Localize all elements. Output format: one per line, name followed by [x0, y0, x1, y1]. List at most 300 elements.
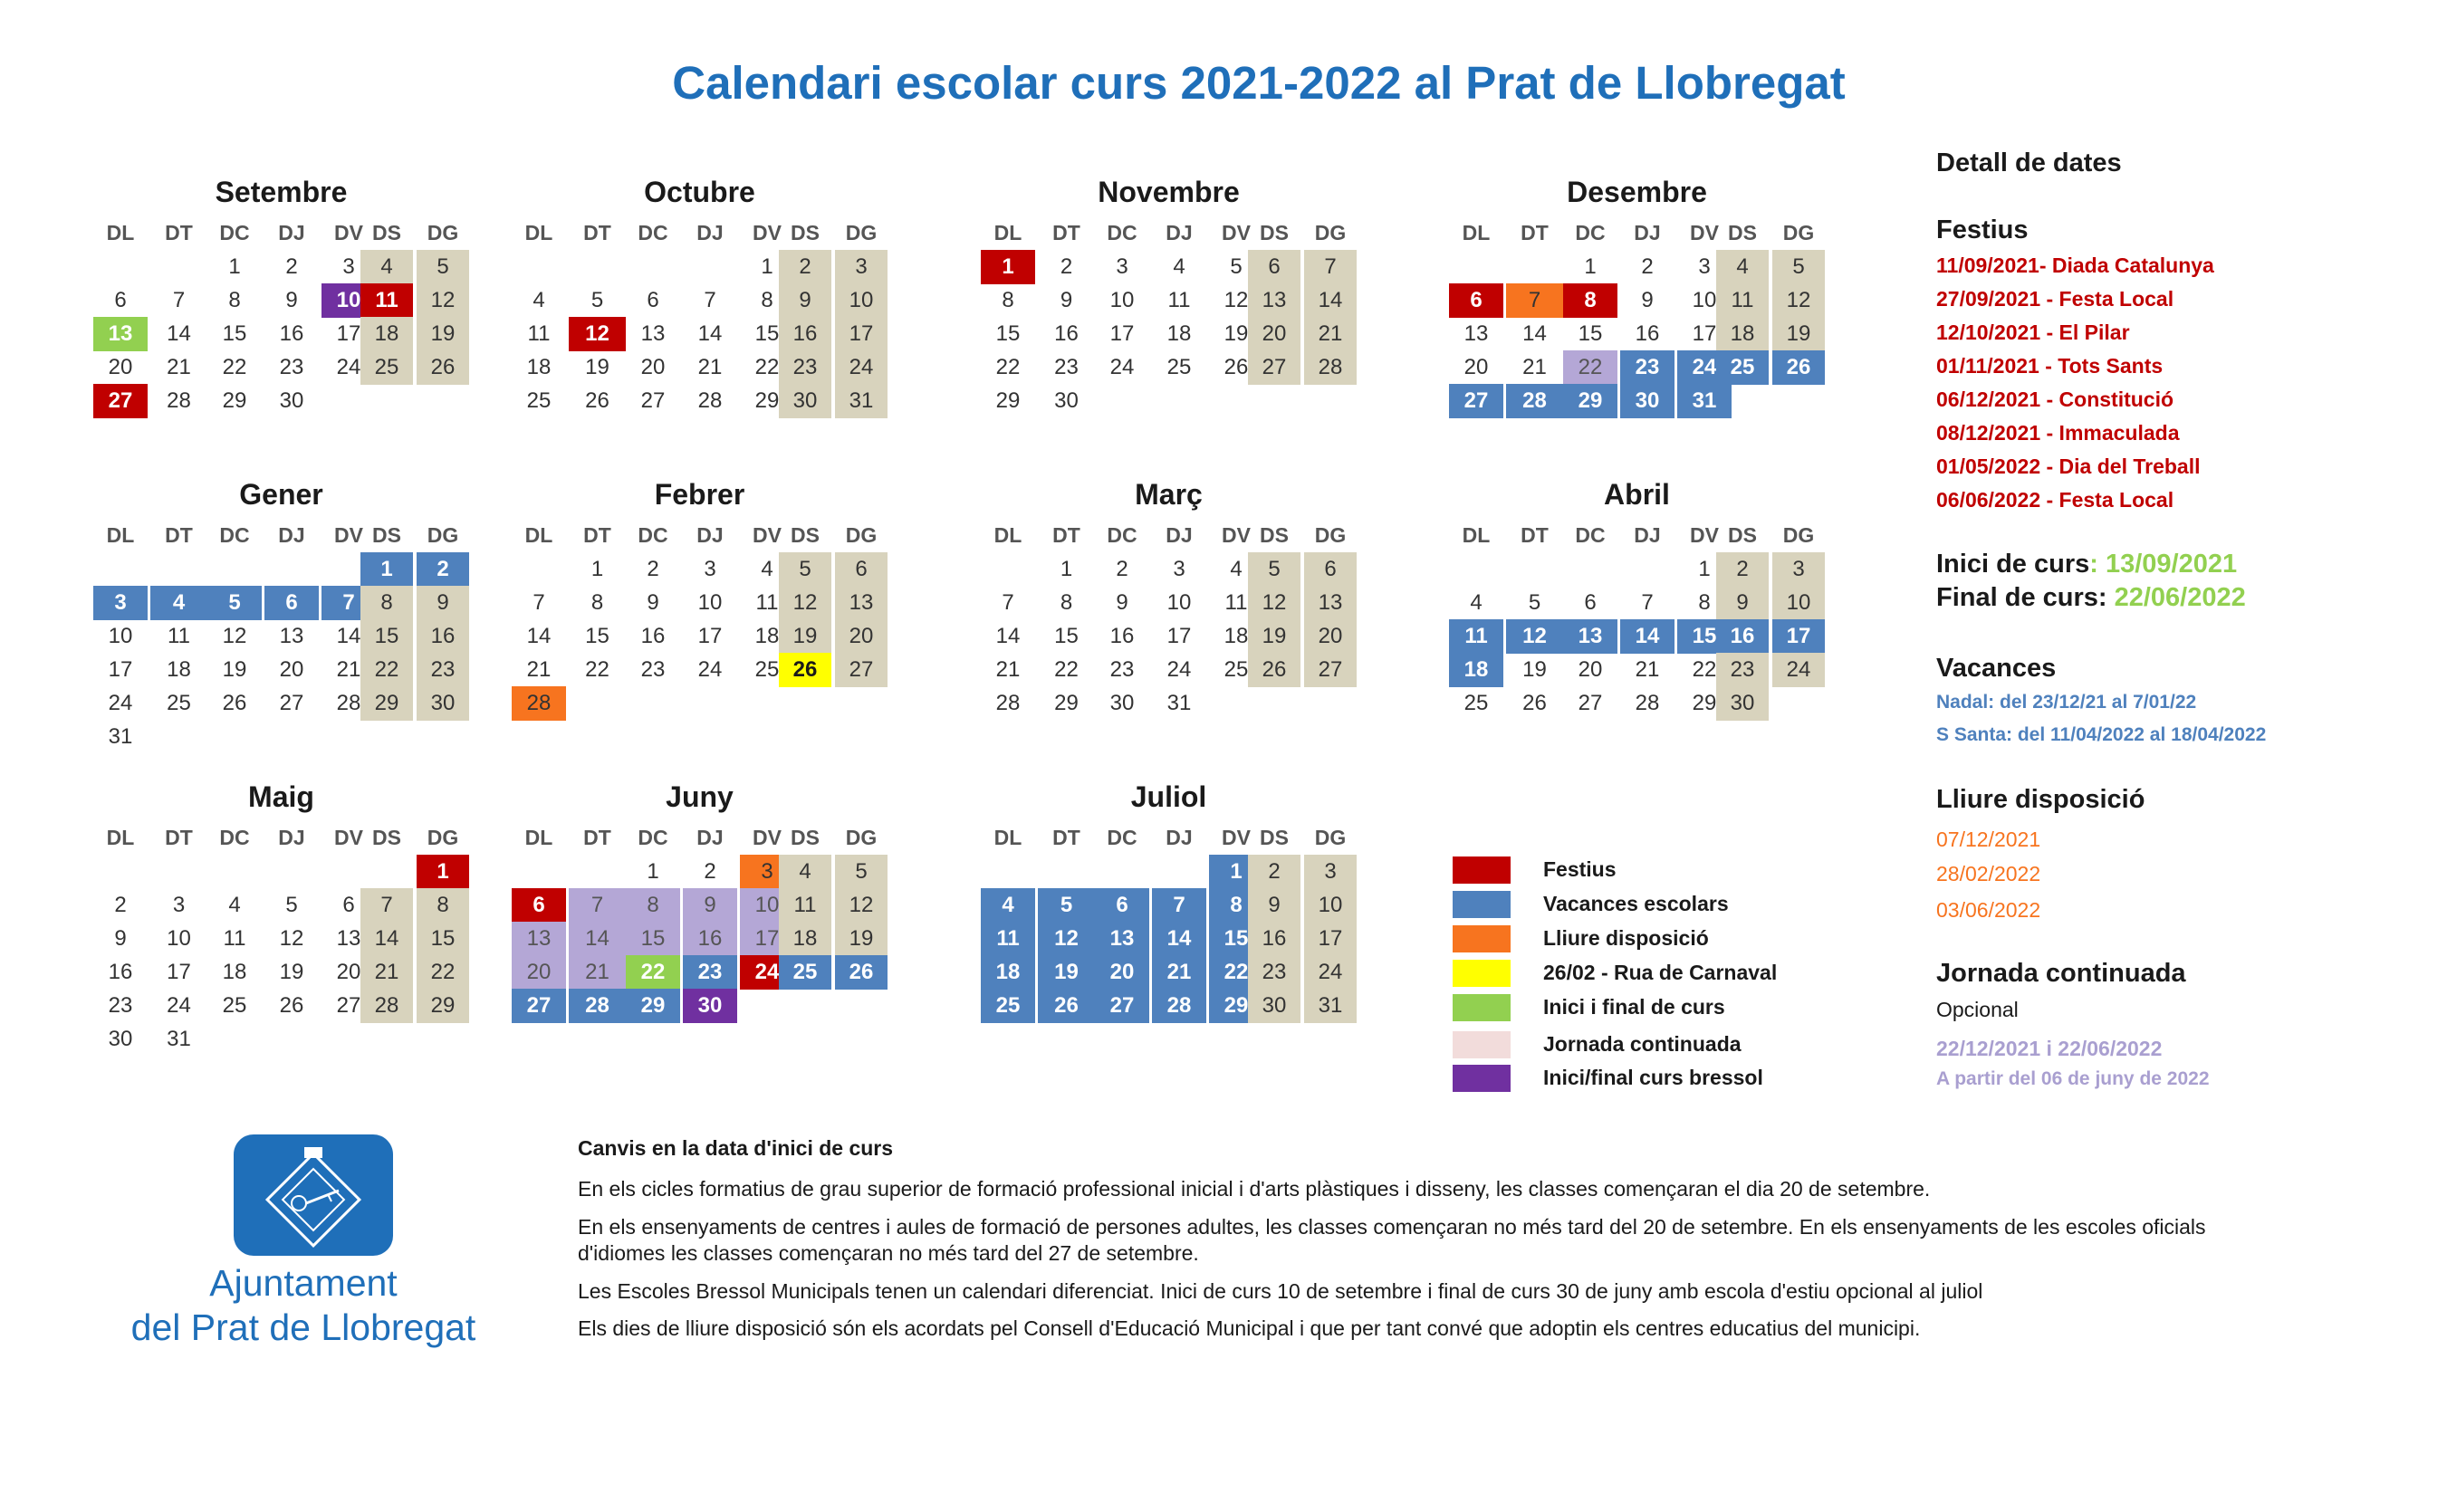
day-cell: 21: [336, 657, 361, 682]
day-cell: 8: [1563, 283, 1617, 318]
day-cell: 5: [779, 552, 831, 587]
details-heading: Detall de dates: [1936, 148, 2122, 177]
day-cell: 2: [114, 893, 127, 917]
day-cell: 8: [1209, 888, 1263, 923]
day-cell: 22: [222, 355, 247, 379]
day-cell: 16: [1054, 321, 1079, 346]
page-title: Calendari escolar curs 2021-2022 al Prat de Llobregat: [672, 57, 1846, 109]
day-cell: 5: [1772, 250, 1825, 284]
day-cell: 19: [1522, 657, 1547, 682]
day-cell: 21: [526, 657, 552, 682]
day-cell: 25: [1166, 355, 1192, 379]
legend-label: Festius: [1543, 857, 1617, 881]
day-cell: 15: [417, 922, 469, 956]
day-cell: 15: [585, 624, 609, 648]
weekday-header: DL: [993, 523, 1022, 547]
day-cell: 27: [1248, 350, 1300, 385]
day-cell: 30: [279, 388, 304, 413]
day-cell: 14: [526, 624, 552, 648]
day-cell: 12: [417, 283, 469, 318]
day-cell: 12: [1248, 586, 1300, 620]
weekday-header: DC: [219, 826, 250, 849]
weekday-header: DS: [791, 221, 820, 244]
day-cell: 24: [835, 350, 888, 385]
weekday-header: DV: [1690, 221, 1719, 244]
weekday-header: DG: [1782, 523, 1815, 547]
day-cell: 17: [740, 922, 794, 956]
day-cell: 7: [533, 590, 545, 615]
day-cell: 15: [222, 321, 247, 346]
month-març: [981, 478, 1361, 768]
day-cell: 17: [167, 960, 191, 984]
day-cell: 19: [222, 657, 247, 682]
day-cell: 30: [1716, 686, 1769, 721]
weekday-header: DT: [1521, 221, 1549, 244]
day-cell: 9: [683, 888, 737, 923]
day-cell: 15: [360, 619, 413, 654]
day-cell: 29: [360, 686, 413, 721]
day-cell: 12: [279, 926, 304, 951]
weekday-header: DL: [1462, 221, 1491, 244]
jornada-heading: Jornada continuada: [1936, 959, 2186, 988]
day-cell: 9: [647, 590, 659, 615]
weekday-header: DJ: [696, 826, 724, 849]
day-cell: 29: [1054, 691, 1079, 715]
weekday-header: DC: [638, 221, 668, 244]
day-cell: 26: [835, 955, 888, 990]
day-cell: 8: [417, 888, 469, 923]
day-cell: 19: [585, 355, 609, 379]
day-cell: 8: [228, 288, 241, 312]
day-cell: 10: [740, 888, 794, 923]
day-cell: 27: [336, 993, 361, 1018]
day-cell: 28: [1506, 384, 1563, 418]
day-cell: 17: [835, 317, 888, 351]
legend-swatch: [1453, 960, 1511, 987]
note-1: En els cicles formatius de grau superior de formació professional inicial i d'arts plàstiques i disseny, les classes començaran el dia 20 de setembre.: [578, 1177, 1931, 1201]
day-cell: 2: [285, 254, 298, 279]
lliure-date-3: 03/06/2022: [1936, 898, 2041, 922]
day-cell: 7: [1506, 283, 1563, 318]
day-cell: 23: [1054, 355, 1079, 379]
weekday-header: DC: [219, 221, 250, 244]
day-cell: 10: [835, 283, 888, 318]
day-cell: 30: [108, 1027, 133, 1051]
day-cell: 3: [172, 893, 186, 917]
day-cell: 18: [167, 657, 191, 682]
day-cell: 26: [1224, 355, 1249, 379]
weekday-header: DC: [638, 523, 668, 547]
jornada-range: 22/12/2021 i 22/06/2022: [1936, 1037, 2163, 1060]
legend: [1453, 856, 1924, 1101]
day-cell: 21: [697, 355, 723, 379]
weekday-header: DG: [1314, 221, 1347, 244]
day-cell: 23: [640, 657, 666, 682]
day-cell: 14: [1152, 922, 1206, 956]
day-cell: 2: [1060, 254, 1073, 279]
day-cell: 27: [279, 691, 304, 715]
weekday-header: DT: [1052, 523, 1080, 547]
day-cell: 29: [754, 388, 780, 413]
final-curs: [1936, 583, 2246, 613]
weekday-header: DG: [427, 826, 459, 849]
weekday-header: DT: [1052, 221, 1080, 244]
weekday-header: DV: [753, 523, 782, 547]
weekday-header: DT: [165, 826, 193, 849]
day-cell: 20: [1248, 317, 1300, 351]
day-cell: 16: [779, 317, 831, 351]
day-cell: 4: [981, 888, 1035, 923]
day-cell: 8: [626, 888, 680, 923]
day-cell: 17: [1692, 321, 1717, 346]
day-cell: 11: [527, 321, 551, 346]
weekday-header: DG: [845, 826, 878, 849]
lliure-date-1: 07/12/2021: [1936, 828, 2041, 851]
day-cell: 13: [336, 926, 361, 951]
weekday-header: DJ: [278, 826, 305, 849]
day-cell: 9: [417, 586, 469, 620]
legend-swatch: [1453, 1031, 1511, 1058]
day-cell: 13: [1463, 321, 1489, 346]
day-cell: 17: [1109, 321, 1135, 346]
day-cell: 14: [1304, 283, 1357, 318]
day-cell: 25: [779, 955, 831, 990]
month-desembre: [1449, 176, 1829, 465]
day-cell: 17: [1772, 619, 1825, 654]
day-cell: 14: [697, 321, 723, 346]
day-cell: 22: [417, 955, 469, 990]
day-cell: 21: [569, 955, 626, 990]
day-cell: 6: [1304, 552, 1357, 587]
day-cell: 24: [697, 657, 723, 682]
day-cell: 27: [1095, 989, 1149, 1023]
weekday-header: DV: [334, 826, 363, 849]
jornada-opcional: Opcional: [1936, 998, 2019, 1021]
jornada-note: A partir del 06 de juny de 2022: [1936, 1068, 2210, 1089]
vacances-heading: Vacances: [1936, 654, 2057, 683]
day-cell: 30: [779, 384, 831, 418]
month-setembre: [93, 176, 474, 465]
weekday-header: DV: [753, 221, 782, 244]
day-cell: 16: [279, 321, 304, 346]
note-4: Els dies de lliure disposició són els acordats pel Consell d'Educació Municipal i que per tant convé que adoptin els centres educatius del municipi.: [578, 1316, 1921, 1340]
day-cell: 11: [1224, 590, 1248, 615]
weekday-header: DG: [845, 221, 878, 244]
day-cell: 21: [1152, 955, 1206, 990]
day-cell: 6: [114, 288, 127, 312]
day-cell: 25: [222, 993, 247, 1018]
day-cell: 17: [1166, 624, 1192, 648]
day-cell: 28: [569, 989, 626, 1023]
day-cell: 10: [1692, 288, 1717, 312]
day-cell: 1: [981, 250, 1035, 284]
day-cell: 5: [835, 855, 888, 889]
weekday-header: DV: [334, 221, 363, 244]
weekday-header: DT: [1052, 826, 1080, 849]
day-cell: 25: [981, 989, 1035, 1023]
day-cell: 20: [1463, 355, 1489, 379]
day-cell: 12: [835, 888, 888, 923]
weekday-header: DG: [845, 523, 878, 547]
month-novembre: [981, 176, 1361, 465]
month-juny: [512, 780, 892, 1070]
day-cell: 2: [1716, 552, 1769, 587]
festiu-item: 06/06/2022 - Festa Local: [1936, 488, 2174, 512]
day-cell: 19: [417, 317, 469, 351]
legend-label: Inici/final curs bressol: [1543, 1066, 1763, 1089]
month-abril: [1449, 478, 1829, 768]
weekday-header: DL: [524, 826, 553, 849]
weekday-header: DC: [638, 826, 668, 849]
day-cell: 6: [835, 552, 888, 587]
day-cell: 11: [981, 922, 1035, 956]
weekday-header: DG: [1314, 826, 1347, 849]
festiu-item: 01/05/2022 - Dia del Treball: [1936, 455, 2201, 478]
weekday-header: DL: [524, 523, 553, 547]
legend-swatch: [1453, 994, 1511, 1021]
day-cell: 13: [1563, 619, 1617, 654]
day-cell: 28: [1635, 691, 1660, 715]
month-juliol: [981, 780, 1361, 1070]
day-cell: 24: [1166, 657, 1192, 682]
day-cell: 10: [1109, 288, 1135, 312]
weekday-header: DG: [1314, 523, 1347, 547]
day-cell: 8: [761, 288, 773, 312]
festiu-item: 01/11/2021 - Tots Sants: [1936, 354, 2164, 378]
day-cell: 12: [222, 624, 247, 648]
weekday-header: DJ: [278, 221, 305, 244]
day-cell: 21: [995, 657, 1021, 682]
day-cell: 15: [995, 321, 1021, 346]
day-cell: 26: [417, 350, 469, 385]
day-cell: 22: [1054, 657, 1079, 682]
day-cell: 26: [585, 388, 609, 413]
day-cell: 10: [1772, 586, 1825, 620]
day-cell: 16: [1635, 321, 1660, 346]
inici-curs: [1936, 550, 2237, 579]
note-3: Les Escoles Bressol Municipals tenen un calendari diferenciat. Inici de curs 10 de setembre i final de curs 30 de juny amb escola d'estiu opcional al juliol: [578, 1279, 1983, 1303]
day-cell: 14: [336, 624, 361, 648]
day-cell: 24: [167, 993, 191, 1018]
day-cell: 1: [1060, 557, 1073, 581]
day-cell: 20: [1304, 619, 1357, 654]
weekday-header: DV: [1222, 826, 1251, 849]
month-octubre: [512, 176, 892, 465]
day-cell: 28: [1152, 989, 1206, 1023]
day-cell: 24: [740, 955, 794, 990]
day-cell: 3: [740, 855, 794, 889]
day-cell: 22: [995, 355, 1021, 379]
day-cell: 2: [779, 250, 831, 284]
day-cell: 8: [1060, 590, 1073, 615]
day-cell: 3: [1698, 254, 1711, 279]
day-cell: 22: [585, 657, 609, 682]
day-cell: 14: [167, 321, 191, 346]
day-cell: 13: [1304, 586, 1357, 620]
day-cell: 2: [1248, 855, 1300, 889]
day-cell: 1: [360, 552, 413, 587]
day-cell: 23: [108, 993, 133, 1018]
day-cell: 13: [640, 321, 666, 346]
day-cell: 25: [754, 657, 780, 682]
weekday-header: DJ: [1634, 221, 1661, 244]
day-cell: 18: [981, 955, 1035, 990]
day-cell: 29: [995, 388, 1021, 413]
day-cell: 7: [569, 888, 626, 923]
day-cell: 23: [1109, 657, 1135, 682]
day-cell: 19: [835, 922, 888, 956]
day-cell: 15: [1578, 321, 1603, 346]
day-cell: 28: [697, 388, 723, 413]
day-cell: 16: [640, 624, 666, 648]
day-cell: 31: [108, 724, 133, 749]
day-cell: 1: [761, 254, 773, 279]
day-cell: 31: [1304, 989, 1357, 1023]
day-cell: 4: [150, 586, 207, 620]
day-cell: 5: [1528, 590, 1541, 615]
day-cell: 9: [285, 288, 298, 312]
weekday-header: DS: [1728, 523, 1757, 547]
day-cell: 15: [754, 321, 780, 346]
month-name: Octubre: [644, 176, 755, 208]
day-cell: 3: [835, 250, 888, 284]
day-cell: 22: [626, 955, 680, 990]
month-name: Juliol: [1130, 780, 1207, 813]
nadal-dates: Nadal: del 23/12/21 al 7/01/22: [1936, 692, 2197, 713]
day-cell: 29: [626, 989, 680, 1023]
weekday-header: DL: [993, 826, 1022, 849]
day-cell: 7: [1152, 888, 1206, 923]
day-cell: 23: [279, 355, 304, 379]
weekday-header: DT: [165, 523, 193, 547]
month-name: Maig: [248, 780, 314, 813]
day-cell: 16: [1716, 619, 1769, 654]
weekday-header: DL: [106, 221, 135, 244]
weekday-header: DJ: [1634, 523, 1661, 547]
day-cell: 27: [93, 384, 148, 418]
day-cell: 7: [1304, 250, 1357, 284]
day-cell: 28: [995, 691, 1021, 715]
day-cell: 6: [264, 586, 319, 620]
day-cell: 13: [1248, 283, 1300, 318]
month-name: Desembre: [1567, 176, 1707, 208]
weekday-header: DJ: [1166, 826, 1193, 849]
day-cell: 1: [590, 557, 604, 581]
day-cell: 2: [704, 859, 716, 884]
legend-label: Vacances escolars: [1543, 892, 1729, 915]
day-cell: 24: [1109, 355, 1135, 379]
day-cell: 17: [108, 657, 133, 682]
day-cell: 26: [1522, 691, 1547, 715]
month-name: Setembre: [215, 176, 348, 208]
weekday-header: DJ: [696, 221, 724, 244]
day-cell: 19: [279, 960, 304, 984]
day-cell: 9: [114, 926, 127, 951]
day-cell: 16: [108, 960, 133, 984]
day-cell: 17: [697, 624, 723, 648]
inici-value: : 13/09/2021: [2089, 550, 2238, 579]
day-cell: 30: [1620, 384, 1675, 418]
day-cell: 18: [1716, 317, 1769, 351]
day-cell: 13: [835, 586, 888, 620]
day-cell: 8: [590, 590, 604, 615]
coat-of-arms-icon: [234, 1134, 393, 1256]
day-cell: 10: [1166, 590, 1192, 615]
day-cell: 27: [1578, 691, 1603, 715]
weekday-header: DS: [372, 221, 401, 244]
day-cell: 19: [779, 619, 831, 654]
day-cell: 10: [697, 590, 723, 615]
day-cell: 1: [647, 859, 659, 884]
day-cell: 25: [360, 350, 413, 385]
day-cell: 14: [569, 922, 626, 956]
day-cell: 11: [1167, 288, 1191, 312]
weekday-header: DJ: [1166, 523, 1193, 547]
day-cell: 10: [1304, 888, 1357, 923]
weekday-header: DG: [427, 221, 459, 244]
day-cell: 20: [1095, 955, 1149, 990]
day-cell: 7: [172, 288, 186, 312]
day-cell: 28: [336, 691, 361, 715]
day-cell: 18: [360, 317, 413, 351]
day-cell: 19: [1772, 317, 1825, 351]
day-cell: 14: [1522, 321, 1547, 346]
day-cell: 11: [168, 624, 190, 648]
weekday-header: DL: [106, 826, 135, 849]
final-label: Final de curs:: [1936, 583, 2115, 612]
day-cell: 25: [1224, 657, 1249, 682]
day-cell: 30: [1109, 691, 1135, 715]
day-cell: 4: [1716, 250, 1769, 284]
month-name: Març: [1135, 478, 1203, 511]
weekday-header: DV: [1222, 221, 1251, 244]
notes-heading: Canvis en la data d'inici de curs: [578, 1136, 894, 1160]
day-cell: 4: [761, 557, 773, 581]
day-cell: 29: [1209, 989, 1263, 1023]
weekday-header: DS: [372, 826, 401, 849]
day-cell: 4: [1173, 254, 1185, 279]
day-cell: 10: [167, 926, 191, 951]
day-cell: 17: [1304, 922, 1357, 956]
day-cell: 13: [279, 624, 304, 648]
lliure-date-2: 28/02/2022: [1936, 862, 2041, 885]
day-cell: 1: [228, 254, 241, 279]
day-cell: 8: [1698, 590, 1711, 615]
day-cell: 11: [779, 888, 831, 923]
festiu-item: 06/12/2021 - Constitució: [1936, 388, 2174, 411]
day-cell: 18: [1449, 653, 1503, 687]
day-cell: 25: [1463, 691, 1489, 715]
day-cell: 27: [835, 653, 888, 687]
day-cell: 18: [526, 355, 552, 379]
day-cell: 21: [167, 355, 191, 379]
weekday-header: DC: [1107, 826, 1137, 849]
weekday-header: DC: [1575, 221, 1606, 244]
festiu-item: 27/09/2021 - Festa Local: [1936, 287, 2174, 311]
day-cell: 22: [1563, 350, 1617, 385]
day-cell: 2: [647, 557, 659, 581]
day-cell: 18: [222, 960, 247, 984]
day-cell: 12: [1772, 283, 1825, 318]
day-cell: 9: [1641, 288, 1654, 312]
day-cell: 10: [321, 283, 376, 318]
logo-line-1: Ajuntament: [209, 1262, 398, 1304]
day-cell: 15: [1054, 624, 1079, 648]
weekday-header: DC: [1107, 221, 1137, 244]
day-cell: 14: [995, 624, 1021, 648]
day-cell: 20: [336, 960, 361, 984]
day-cell: 8: [360, 586, 413, 620]
